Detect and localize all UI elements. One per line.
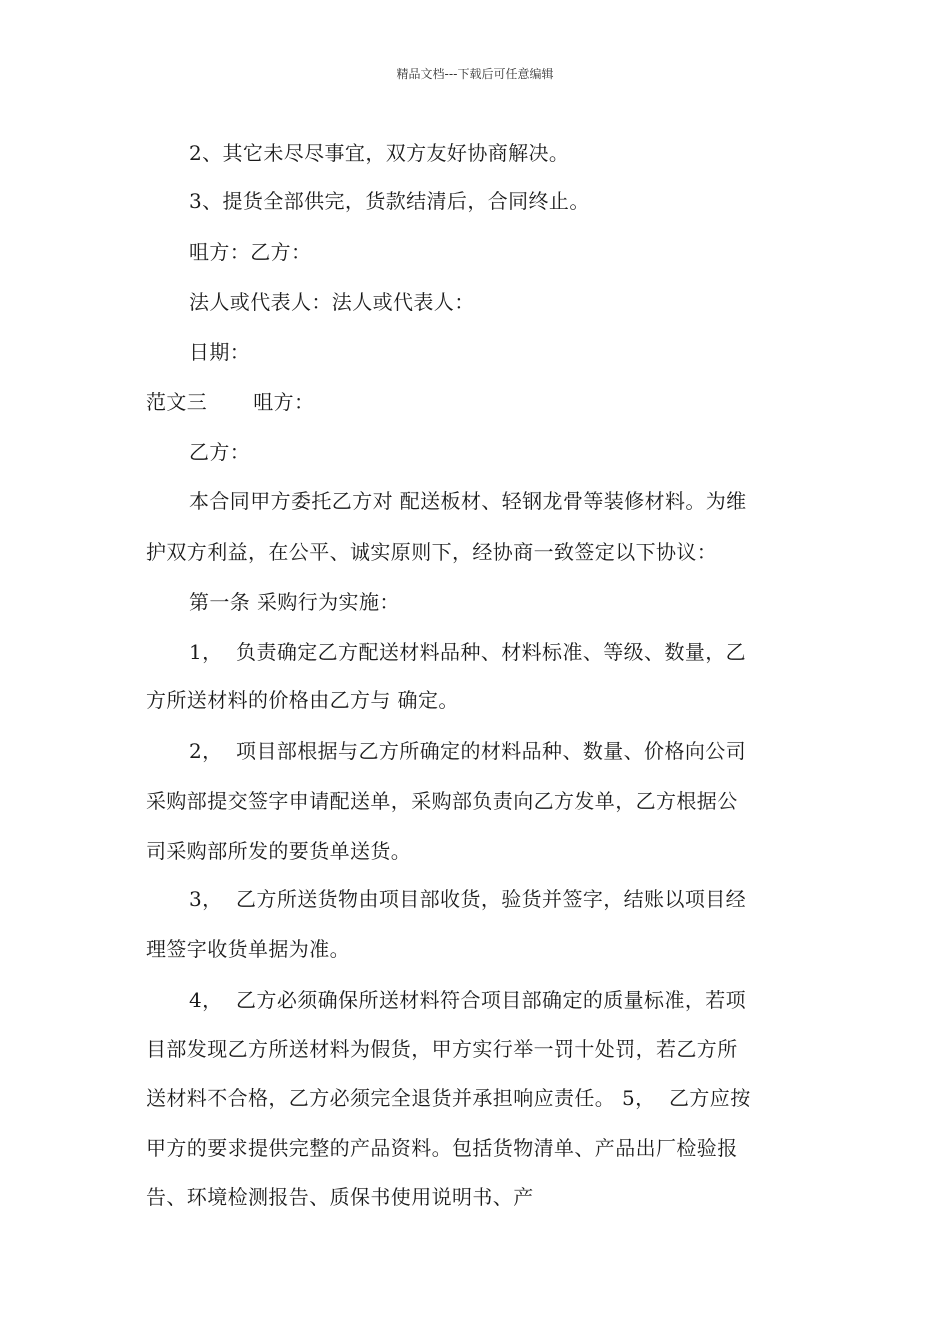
article-heading: 第一条 采购行为实施： bbox=[189, 590, 400, 614]
paragraph-line: 本合同甲方委托乙方对 配送板材、轻钢龙骨等装修材料。为维 bbox=[189, 489, 747, 513]
paragraph-line: 3， 乙方所送货物由项目部收货，验货并签字，结账以项目经 bbox=[189, 887, 747, 911]
signature-date-line: 日期： bbox=[189, 340, 251, 364]
signature-representative-line: 法人或代表人：法人或代表人： bbox=[189, 290, 475, 314]
paragraph-line: 护双方利益，在公平、诚实原则下，经协商一致签定以下协议： bbox=[146, 540, 718, 564]
paragraph-line: 1， 负责确定乙方配送材料品种、材料标准、等级、数量，乙 bbox=[189, 640, 747, 664]
sample-heading bbox=[146, 389, 810, 415]
clause-line: 3、提货全部供完，货款结清后，合同终止。 bbox=[189, 189, 590, 213]
paragraph-line: 甲方的要求提供完整的产品资料。包括货物清单、产品出厂检验报 bbox=[146, 1136, 738, 1160]
paragraph-line: 送材料不合格，乙方必须完全退货并承担响应责任。 5， 乙方应按 bbox=[146, 1086, 751, 1110]
party-a-label: 咀方： bbox=[253, 390, 315, 414]
sample-title: 范文三 bbox=[146, 390, 208, 414]
paragraph-line: 2， 项目部根据与乙方所确定的材料品种、数量、价格向公司 bbox=[189, 739, 747, 763]
clause-line: 2、其它未尽尽事宜，双方友好协商解决。 bbox=[189, 141, 570, 165]
paragraph-line: 告、环境检测报告、质保书使用说明书、产 bbox=[146, 1185, 534, 1209]
paragraph-line: 理签字收货单据为准。 bbox=[146, 937, 350, 961]
paragraph-line: 方所送材料的价格由乙方与 确定。 bbox=[146, 688, 459, 712]
signature-party-line: 咀方：乙方： bbox=[189, 240, 312, 264]
party-b-label: 乙方： bbox=[189, 440, 251, 464]
paragraph-line: 采购部提交签字申请配送单，采购部负责向乙方发单，乙方根据公 bbox=[146, 789, 738, 813]
paragraph-line: 目部发现乙方所送材料为假货，甲方实行举一罚十处罚，若乙方所 bbox=[146, 1037, 738, 1061]
paragraph-line: 司采购部所发的要货单送货。 bbox=[146, 839, 412, 863]
paragraph-line: 4， 乙方必须确保所送材料符合项目部确定的质量标准，若项 bbox=[189, 988, 747, 1012]
page-header: 精品文档---下载后可任意编辑 bbox=[396, 67, 554, 81]
